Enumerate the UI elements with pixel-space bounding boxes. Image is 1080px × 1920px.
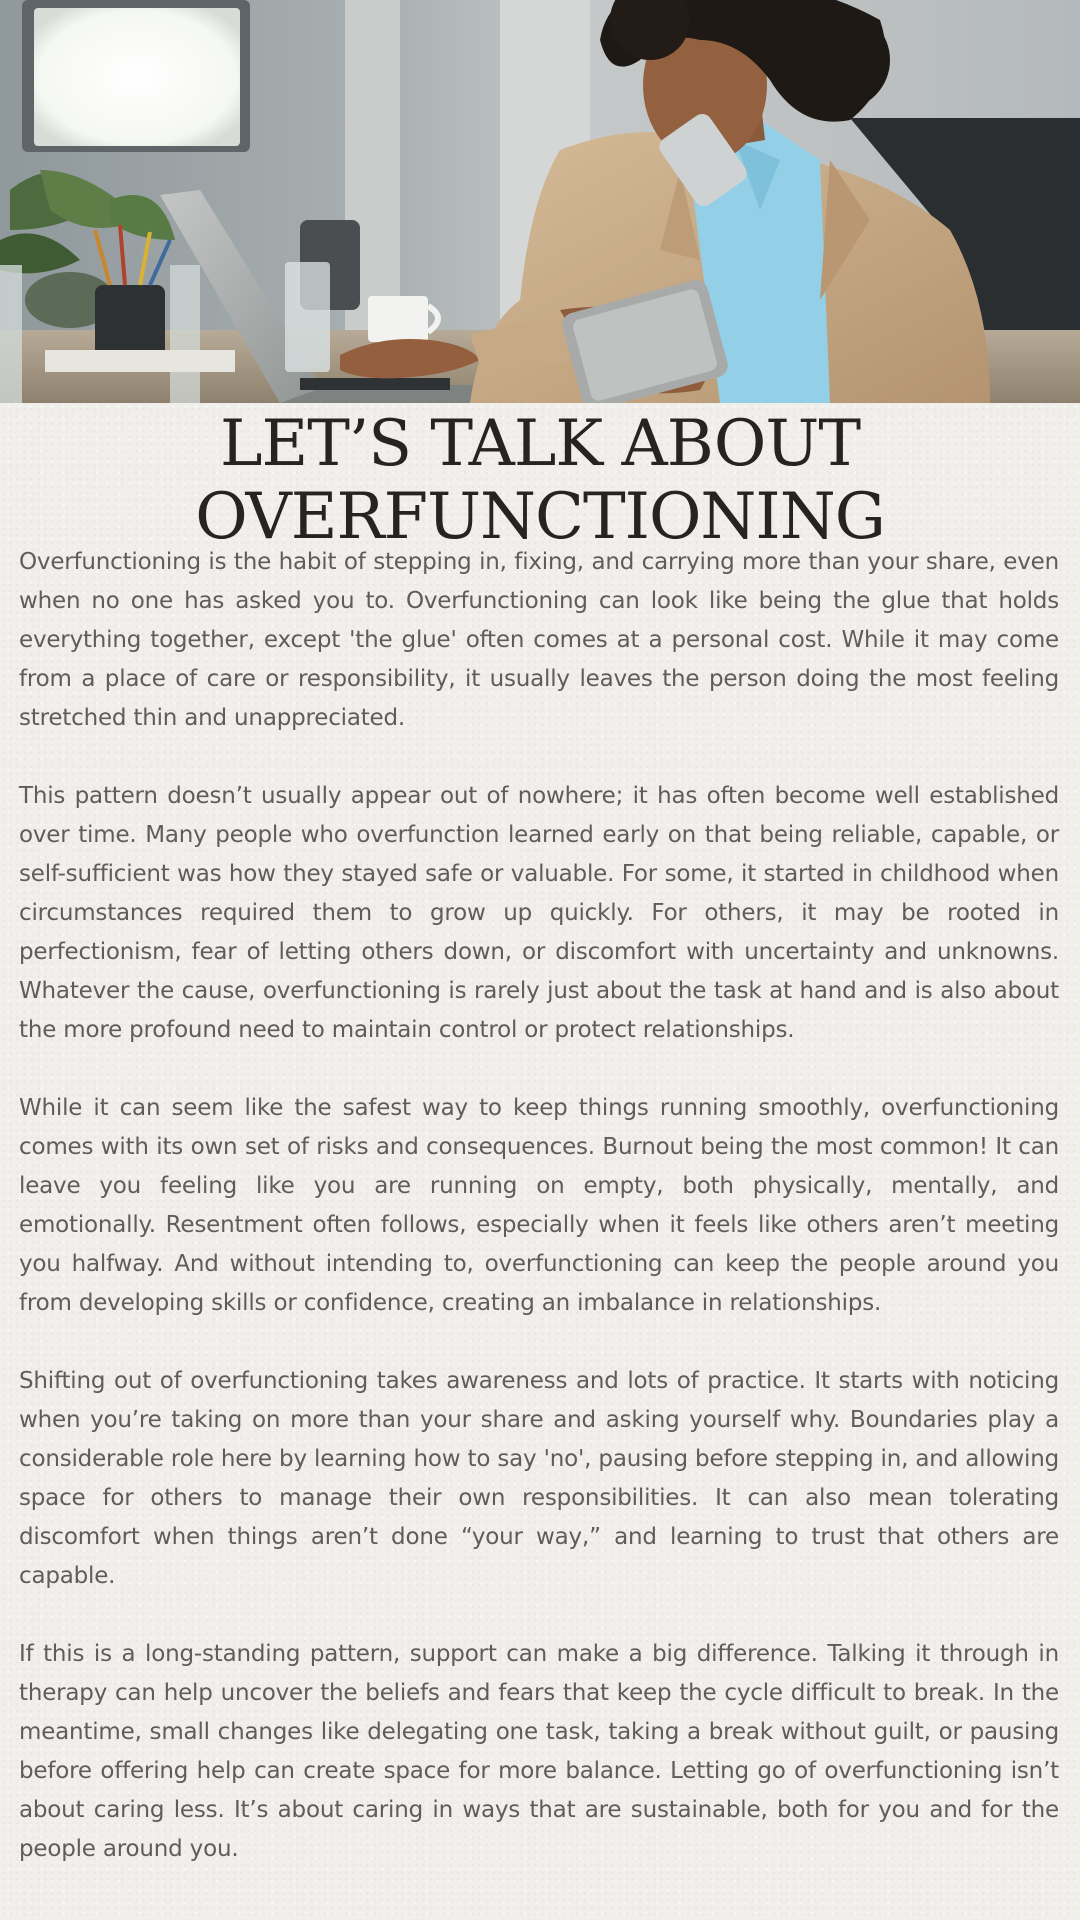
mug-icon [368,296,438,342]
hero-illustration [0,0,1080,403]
paragraph-2: This pattern doesn’t usually appear out of nowhere; it has often become well established over time. Many people who overfunction learned early on that being reliable, capable, or self-sufficient was how they stayed safe or valuable. For some, it started in childhood when circumstances required them to grow up quickly. For others, it may be rooted in perfectionism, fear of letting others down, or discomfort with uncertainty and unknowns. Whatever the cause, overfunctioning is rarely just about the task at hand and is also about the more profound need to maintain control or protect relationships. [19,783,1059,1043]
paragraph-4: Shifting out of overfunctioning takes awareness and lots of practice. It starts with noticing when you’re taking on more than your share and asking yourself why. Boundaries play a considerable role here by learning how to say 'no', pausing before stepping in, and allowing space for others to manage their own responsibilities. It can also mean tolerating discomfort when things aren’t done “your way,” and learning to trust that others are capable. [19,1368,1059,1589]
paragraph-5: If this is a long-standing pattern, support can make a big difference. Talking it through in therapy can help uncover the beliefs and fears that keep the cycle difficult to break. In the meantime, small changes like delegating one task, taking a break without guilt, or pausing before offering help can create space for more balance. Letting go of overfunctioning isn’t about caring less. It’s about caring in ways that are sustainable, both for you and for the people around you. [19,1641,1059,1862]
article-body [19,543,1059,1869]
page-title [0,408,1080,554]
title-line-1: LET’S TALK ABOUT [219,407,861,481]
paragraph-3: While it can seem like the safest way to keep things running smoothly, overfunctioning comes with its own set of risks and consequences. Burnout being the most common! It can leave you feeling like you are running on empty, both physically, mentally, and emotionally. Resentment often follows, especially when it feels like others aren’t meeting you halfway. And without intending to, overfunctioning can keep the people around you from developing skills or confidence, creating an imbalance in relationships. [19,1095,1059,1316]
title-line-2: OVERFUNCTIONING [195,480,885,554]
paragraph-1: Overfunctioning is the habit of stepping in, fixing, and carrying more than your share, even when no one has asked you to. Overfunctioning can look like being the glue that holds everything together, except 'the glue' often comes at a personal cost. While it may come from a place of care or responsibility, it usually leaves the person doing the most feeling stretched thin and unappreciated. [19,549,1059,731]
hero-photo [0,0,1080,403]
